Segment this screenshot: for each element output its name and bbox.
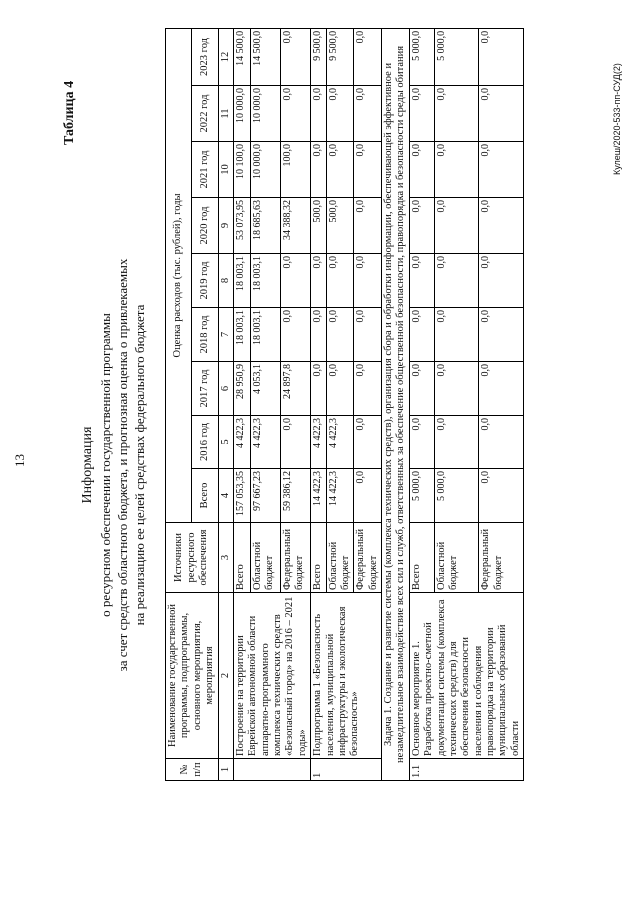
value-cell: 0,0 (409, 416, 434, 469)
value-cell: 4 422,3 (250, 416, 280, 469)
source-cell: Федеральный бюджет (479, 523, 524, 593)
header-year: 2020 год (192, 198, 218, 254)
value-cell: 0,0 (434, 308, 479, 362)
value-cell: 0,0 (434, 254, 479, 308)
value-cell: 0,0 (326, 86, 354, 142)
col-number: 6 (218, 362, 233, 416)
value-cell: 5 000,0 (409, 28, 434, 85)
value-cell: 0,0 (409, 86, 434, 142)
value-cell: 0,0 (479, 308, 524, 362)
value-cell: 59 386,12 (280, 469, 310, 523)
value-cell: 0,0 (311, 142, 326, 198)
value-cell: 0,0 (354, 142, 382, 198)
value-cell: 0,0 (409, 362, 434, 416)
table-row (311, 28, 326, 780)
value-cell: 18 003,1 (233, 254, 250, 308)
source-cell: Областной бюджет (434, 523, 479, 593)
header-year: 2018 год (192, 308, 218, 362)
value-cell: 0,0 (434, 416, 479, 469)
value-cell: 0,0 (409, 198, 434, 254)
value-cell: 4 053,1 (250, 362, 280, 416)
value-cell: 0,0 (479, 362, 524, 416)
header-year: 2017 год (192, 362, 218, 416)
value-cell: 0,0 (434, 142, 479, 198)
value-cell: 28 950,9 (233, 362, 250, 416)
value-cell: 0,0 (280, 28, 310, 85)
table-row (409, 28, 434, 780)
col-number: 11 (218, 86, 233, 142)
value-cell: 0,0 (479, 198, 524, 254)
header-year: 2021 год (192, 142, 218, 198)
value-cell: 0,0 (311, 86, 326, 142)
row-no: 1 (311, 759, 382, 781)
header-year: 2022 год (192, 86, 218, 142)
value-cell: 0,0 (354, 86, 382, 142)
value-cell: 34 388,32 (280, 198, 310, 254)
value-cell: 14 500,0 (233, 28, 250, 85)
value-cell: 14 500,0 (250, 28, 280, 85)
row-no (233, 759, 310, 781)
value-cell: 0,0 (311, 254, 326, 308)
col-number: 4 (218, 469, 233, 523)
value-cell: 500,0 (311, 198, 326, 254)
value-cell: 0,0 (354, 28, 382, 85)
source-cell: Федеральный бюджет (354, 523, 382, 593)
value-cell: 0,0 (409, 308, 434, 362)
source-cell: Областной бюджет (326, 523, 354, 593)
title-line-2: о ресурсном обеспечении государственной программы (98, 313, 113, 617)
col-number: 1 (218, 759, 233, 781)
page-number: 13 (12, 454, 27, 467)
value-cell: 14 422,3 (326, 469, 354, 523)
value-cell: 0,0 (280, 254, 310, 308)
document-code: Кулеш/2020-533-пп-СУД(2) (612, 63, 622, 175)
col-number: 7 (218, 308, 233, 362)
value-cell: 0,0 (434, 86, 479, 142)
value-cell: 10 100,0 (233, 142, 250, 198)
value-cell: 0,0 (326, 142, 354, 198)
header-estimate: Оценка расходов (тыс. рублей), годы (166, 28, 192, 522)
col-number: 9 (218, 198, 233, 254)
value-cell: 0,0 (479, 86, 524, 142)
value-cell: 0,0 (409, 254, 434, 308)
value-cell: 97 667,23 (250, 469, 280, 523)
value-cell: 0,0 (354, 198, 382, 254)
value-cell: 0,0 (354, 308, 382, 362)
value-cell: 18 003,1 (250, 308, 280, 362)
value-cell: 18 003,1 (233, 308, 250, 362)
value-cell: 0,0 (326, 308, 354, 362)
value-cell: 9 500,0 (326, 28, 354, 85)
title-line-4: на реализацию ее целей средствах федерального бюджета (132, 304, 147, 626)
value-cell: 0,0 (326, 254, 354, 308)
source-cell: Областной бюджет (250, 523, 280, 593)
header-name: Наименование государственной программы, подпрограммы, основного мероприятия, мероприятия (166, 593, 219, 759)
value-cell: 0,0 (434, 362, 479, 416)
col-number: 3 (218, 523, 233, 593)
source-cell: Всего (311, 523, 326, 593)
header-row-1 (166, 28, 192, 780)
source-cell: Всего (233, 523, 250, 593)
value-cell: 5 000,0 (409, 469, 434, 523)
task-1: Задача 1. Создание и развитие системы (комплекса технических средств), организация сбора и обработки информации, обеспечивающей эффективное и незамедлительное взаимодействие всех сил и служб, ответственных за обеспечение общественной безопасности, правопорядка и безопасности среды обитания (382, 28, 410, 780)
table-number: Таблица 4 (62, 80, 77, 145)
value-cell: 24 897,8 (280, 362, 310, 416)
col-number: 8 (218, 254, 233, 308)
value-cell: 14 422,3 (311, 469, 326, 523)
value-cell: 9 500,0 (311, 28, 326, 85)
value-cell: 0,0 (479, 416, 524, 469)
value-cell: 157 053,35 (233, 469, 250, 523)
value-cell: 10 000,0 (233, 86, 250, 142)
value-cell: 0,0 (326, 362, 354, 416)
value-cell: 0,0 (311, 362, 326, 416)
value-cell: 0,0 (479, 254, 524, 308)
value-cell: 0,0 (280, 86, 310, 142)
value-cell: 10 000,0 (250, 142, 280, 198)
value-cell: 4 422,3 (326, 416, 354, 469)
value-cell: 0,0 (479, 469, 524, 523)
row-no: 1.1 (409, 759, 523, 781)
value-cell: 53 073,95 (233, 198, 250, 254)
source-cell: Федеральный бюджет (280, 523, 310, 593)
subprogram-name: Подпрограмма 1 «Безопасность населения, муниципальной инфраструктуры и экологическая безопасность» (311, 593, 382, 759)
value-cell: 0,0 (354, 469, 382, 523)
value-cell: 0,0 (354, 254, 382, 308)
column-number-row (218, 28, 233, 780)
value-cell: 5 000,0 (434, 28, 479, 85)
value-cell: 500,0 (326, 198, 354, 254)
task-row (382, 28, 410, 780)
value-cell: 0,0 (280, 308, 310, 362)
program-name: Построение на территории Еврейской автономной области аппаратно-программного комплекса технических средств «Безопасный город» на 2016 – 2021 годы» (233, 593, 310, 759)
col-number: 2 (218, 593, 233, 759)
table-row (233, 28, 250, 780)
col-number: 12 (218, 28, 233, 85)
value-cell: 0,0 (311, 308, 326, 362)
value-cell: 0,0 (479, 28, 524, 85)
header-year: 2019 год (192, 254, 218, 308)
value-cell: 0,0 (434, 198, 479, 254)
title-line-1: Информация (80, 426, 95, 504)
value-cell: 5 000,0 (434, 469, 479, 523)
value-cell: 0,0 (354, 416, 382, 469)
value-cell: 4 422,3 (233, 416, 250, 469)
header-year: 2023 год (192, 28, 218, 85)
header-source: Источники ресурсного обеспечения (166, 523, 219, 593)
header-no: № п/п (166, 759, 219, 781)
event-name: Основное мероприятие 1. Разработка проектно-сметной документации системы (комплекса технических средств) для обеспечения безопасности населения и соблюдения правопорядка на территории муниципальных образований области (409, 593, 523, 759)
value-cell: 0,0 (280, 416, 310, 469)
source-cell: Всего (409, 523, 434, 593)
col-number: 10 (218, 142, 233, 198)
value-cell: 4 422,3 (311, 416, 326, 469)
value-cell: 18 685,63 (250, 198, 280, 254)
value-cell: 18 003,1 (250, 254, 280, 308)
title-line-3: за счет средств областного бюджета, и прогнозная оценка о привлекаемых (115, 258, 130, 672)
col-number: 5 (218, 416, 233, 469)
header-year: Всего (192, 469, 218, 523)
value-cell: 10 000,0 (250, 86, 280, 142)
value-cell: 0,0 (479, 142, 524, 198)
value-cell: 100,0 (280, 142, 310, 198)
header-year: 2016 год (192, 416, 218, 469)
resource-table (165, 28, 524, 781)
value-cell: 0,0 (409, 142, 434, 198)
value-cell: 0,0 (354, 362, 382, 416)
